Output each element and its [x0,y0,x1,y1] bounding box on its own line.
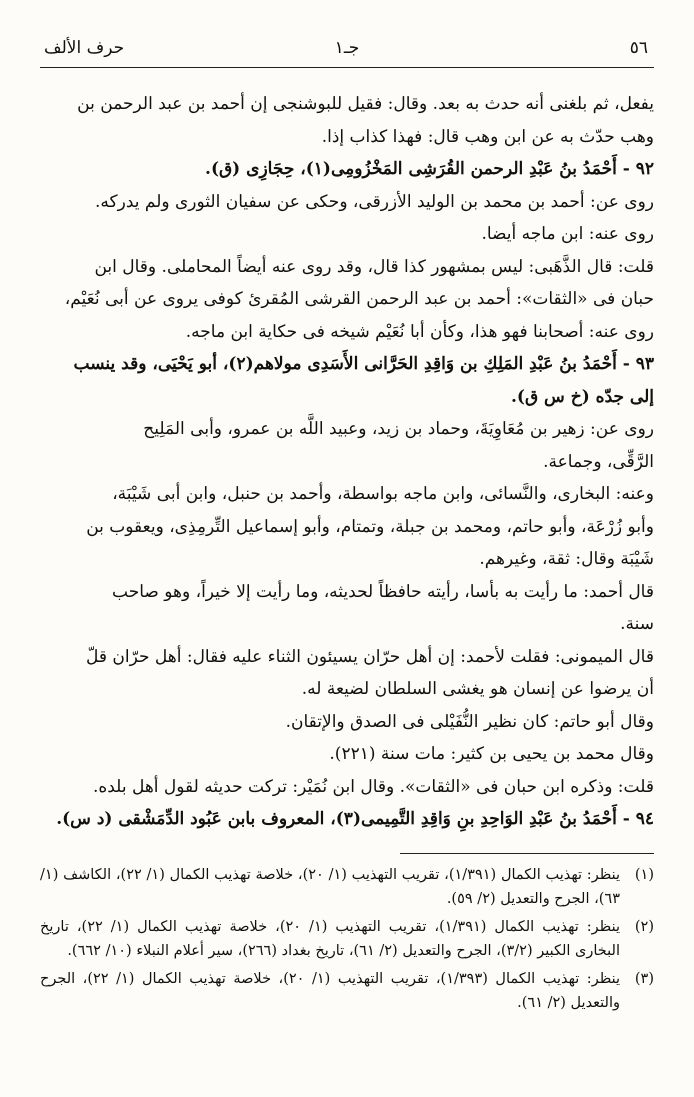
text-line: وهب حدّث به عن ابن وهب قال: فهذا كذاب إذا. [321,126,654,147]
main-text [40,88,654,836]
footnote [40,863,654,911]
text-line: روى عن: زهير بن مُعَاوِيَةَ، وحماد بن زيد، وعبيد اللَّه بن عمرو، وأبى المَلِيح [143,419,654,439]
footnote-mark: (١) [634,867,654,883]
text-line: شَيْبَة وقال: ثقة، وغيرهم. [479,549,654,569]
text-line: قلت: قال الذَّهَبى: ليس بمشهور كذا قال، وقد روى عنه أيضاً المحاملى. وقال ابن [94,256,654,277]
entry-heading-line: إلى جدّه (خ س ق). [510,386,654,407]
footnote [40,915,654,963]
text-line: وعنه: البخارى، والنَّسائى، وابن ماجه بواسطة، وأحمد بن حنبل، وابن أبى شَيْبَة، [112,484,654,504]
footnote-text: ينظر: تهذيب الكمال (١/٣٩١)، تقريب التهذيب (١/ ٢٠)، خلاصة تهذيب الكمال (١/ ٢٢)، الكاشف (١/ ٦٣)، الجرح والتعديل (٢/ ٥٩). [40,867,621,907]
footnotes [40,863,654,1019]
text-line: قال الميمونى: فقلت لأحمد: إن أهل حرّان يسيئون الثناء عليه فقال: أهل حرّان قلّ [85,646,654,667]
entry-heading-line: ٩٤ - أَحْمَدُ بنُ عَبْدِ الوَاحِدِ بنِ وَاقِدِ التَّمِيمى(٣)، المعروف بابن عَبُود الدِّمَشْقى (د س). [56,809,654,829]
header-rule [40,67,654,68]
text-line: روى عن: أحمد بن محمد بن الوليد الأزرقى، وحكى عن سفيان الثورى ولم يدركه. [95,191,654,212]
footnote-text: ينظر: تهذيب الكمال (١/٣٩١)، تقريب التهذيب (١/ ٢٠)، خلاصة تهذيب الكمال (١/ ٢٢)، تاريخ البخارى الكبير (٣/٢)، الجرح والتعديل (٢/ ٦١)، تاريخ بغداد (٢٦٦)، سير أعلام النبلاء (١٠/ ٦٦٢). [40,919,620,959]
text-line: الرَّقِّى، وجماعة. [543,451,654,472]
text-line: وأبو زُرْعَة، وأبو حاتم، ومحمد بن جبلة، وتمتام، وأبو إسماعيل التِّرمِذِى، ويعقوب بن [86,516,654,537]
footnote-text: ينظر: تهذيب الكمال (١/٣٩٣)، تقريب التهذيب (١/ ٢٠)، خلاصة تهذيب الكمال (١/ ٢٢)، الجرح والتعديل (٢/ ٦١). [40,971,620,1011]
text-line: قلت: وذكره ابن حبان فى «الثقات». وقال ابن نُمَيْر: تركت حديثه لقول أهل بلده. [92,776,654,797]
page-number: ٥٦ [629,38,648,58]
text-line: وقال محمد بن يحيى بن كثير: مات سنة (٢٢١). [329,744,654,764]
entry-heading-line: ٩٣ - أَحْمَدُ بنُ عَبْدِ المَلِكِ بن وَاقِدِ الحَرَّانى الأَسَدِى مولاهم(٢)، أبو يَحْيَى، وقد ينسب [73,354,654,374]
text-line: روى عنه: أصحابنا فهو هذا، وكأن أبا نُعَيْم شيخه فى حكاية ابن ماجه. [185,321,654,342]
footnote-mark: (٢) [634,919,654,935]
entry-heading-line: ٩٢ - أَحْمَدُ بنُ عَبْدِ الرحمن القُرَشِى المَخْزُومِى(١)، حِجَازِى (ق). [205,159,654,179]
footnote-separator [400,853,654,854]
text-line: وقال أبو حاتم: كان نظير النُّفَيْلى فى الصدق والإتقان. [285,711,654,732]
footnote [40,967,654,1015]
text-line: يفعل، ثم بلغنى أنه حدث به بعد. وقال: فقيل للبوشنجى إن أحمد بن عبد الرحمن بن [77,94,654,114]
text-line: روى عنه: ابن ماجه أيضا. [481,224,654,244]
page-header [40,38,654,64]
text-line: قال أحمد: ما رأيت به بأسا، رأيته حافظاً لحديثه، وما رأيت إلا خيراً، وهو صاحب [112,581,654,602]
text-line: أن يرضوا عن إنسان هو يغشى السلطان لضيعة له. [301,679,654,699]
text-line: سنة. [620,614,654,634]
footnote-mark: (٣) [634,971,654,987]
text-line: حبان فى «الثقات»: أحمد بن عبد الرحمن القرشى المُقرئ كوفى يروى عن أبى نُعَيْم، [64,289,654,309]
volume-label: جـ١ [334,38,360,58]
chapter-title: حرف الألف [44,38,125,58]
